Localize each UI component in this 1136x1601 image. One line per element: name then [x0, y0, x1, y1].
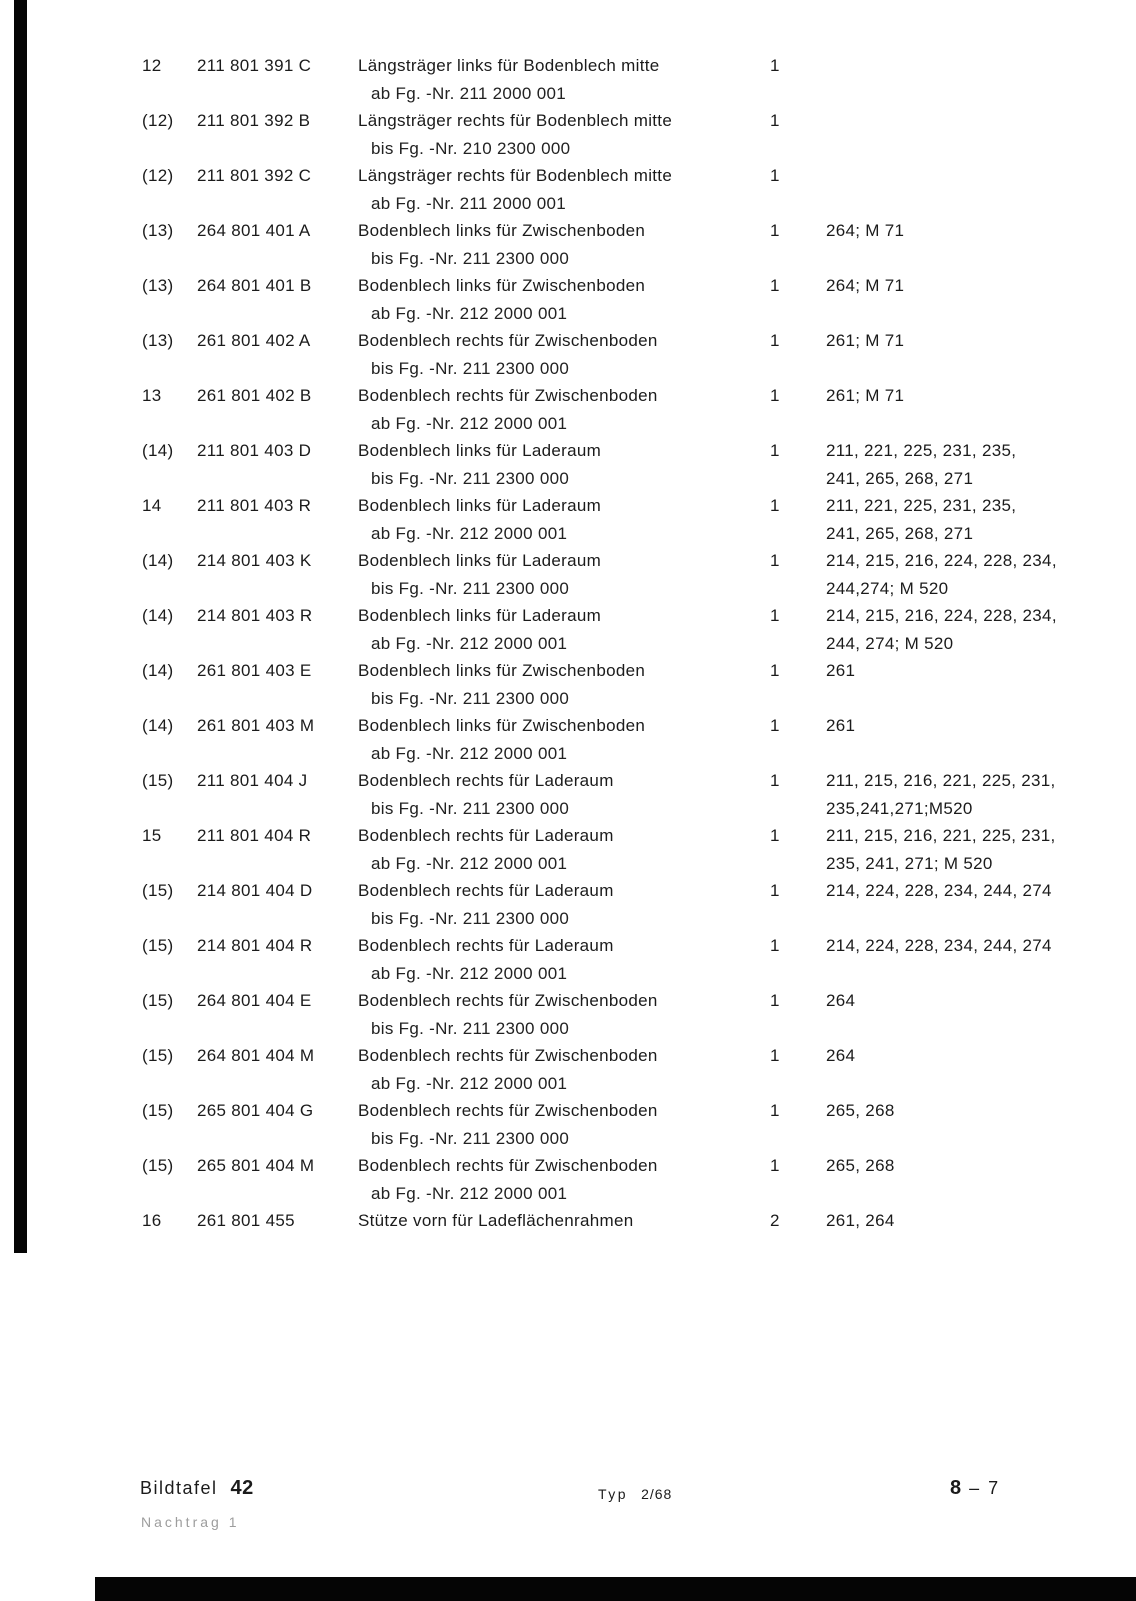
chassis-number-range: bis Fg. -Nr. 211 2300 000: [371, 688, 570, 708]
quantity-spacer: [767, 135, 826, 163]
position-number: (14): [142, 716, 174, 735]
quantity: 1: [770, 331, 780, 350]
table-row-main-line: [0, 767, 1136, 795]
table-row-sub-line: [0, 740, 1136, 768]
chassis-number-range: bis Fg. -Nr. 211 2300 000: [371, 908, 570, 928]
part-number-spacer: [197, 520, 358, 548]
quantity: 1: [770, 661, 780, 680]
table-row-main-line: [0, 107, 1136, 135]
part-number: 214 801 403 K: [197, 551, 312, 570]
position-number: (15): [142, 991, 174, 1010]
chassis-number-range: ab Fg. -Nr. 212 2000 001: [371, 523, 568, 543]
footer-plate: [140, 1477, 254, 1500]
position-number: 15: [142, 826, 162, 845]
quantity: 1: [770, 716, 780, 735]
model-codes-line2: [826, 135, 1136, 163]
model-codes-line2: [826, 190, 1136, 218]
part-number: 211 801 404 J: [197, 771, 308, 790]
position-number: 12: [142, 56, 162, 75]
model-codes-line2: [826, 1015, 1136, 1043]
position-number-spacer: [142, 575, 197, 603]
model-codes-line2: [826, 355, 1136, 383]
table-row-sub-line: [0, 795, 1136, 823]
model-codes-line2: 241, 265, 268, 271: [826, 523, 974, 543]
quantity-spacer: [767, 630, 826, 658]
model-codes: 264: [826, 991, 856, 1010]
chassis-number-range: bis Fg. -Nr. 211 2300 000: [371, 798, 570, 818]
bottom-edge-scan-bar: [95, 1577, 1136, 1601]
part-number-spacer: [197, 575, 358, 603]
position-number: (13): [142, 276, 174, 295]
table-row: [0, 987, 1136, 1042]
table-row-sub-line: [0, 1015, 1136, 1043]
chassis-number-range: bis Fg. -Nr. 210 2300 000: [371, 138, 571, 158]
position-number-spacer: [142, 1180, 197, 1208]
quantity-spacer: [767, 1125, 826, 1153]
part-description: Bodenblech rechts für Zwischenboden: [358, 1156, 658, 1175]
position-number: (14): [142, 661, 174, 680]
quantity-spacer: [767, 520, 826, 548]
position-number-spacer: [142, 465, 197, 493]
part-number-spacer: [197, 795, 358, 823]
quantity: 1: [770, 441, 780, 460]
model-codes: 261; M 71: [826, 331, 905, 350]
model-codes-line2: [826, 685, 1136, 713]
part-number: 211 801 392 C: [197, 166, 312, 185]
quantity: 1: [770, 166, 780, 185]
table-row: [0, 877, 1136, 932]
model-codes: 211, 215, 216, 221, 225, 231,: [826, 771, 1056, 790]
table-row-sub-line: [0, 1070, 1136, 1098]
footer-plate-number: 42: [230, 1477, 254, 1499]
footer-supplement: Nachtrag 1: [141, 1514, 240, 1530]
model-codes: [826, 162, 1136, 190]
model-codes: 214, 224, 228, 234, 244, 274: [826, 936, 1052, 955]
footer-type: [598, 1486, 672, 1502]
model-codes: 265, 268: [826, 1101, 895, 1120]
model-codes-line2: 235, 241, 271; M 520: [826, 853, 993, 873]
part-number-spacer: [197, 1070, 358, 1098]
table-row: [0, 492, 1136, 547]
table-row-main-line: [0, 327, 1136, 355]
chassis-number-range: ab Fg. -Nr. 212 2000 001: [371, 303, 568, 323]
part-description: Bodenblech links für Laderaum: [358, 441, 602, 460]
position-number: (15): [142, 1101, 174, 1120]
chassis-number-range: bis Fg. -Nr. 211 2300 000: [371, 358, 570, 378]
quantity: 1: [770, 221, 780, 240]
quantity-spacer: [767, 685, 826, 713]
part-number: 211 801 403 D: [197, 441, 312, 460]
chassis-number-range: ab Fg. -Nr. 212 2000 001: [371, 1183, 568, 1203]
part-description: Bodenblech rechts für Laderaum: [358, 826, 614, 845]
position-number-spacer: [142, 135, 197, 163]
quantity-spacer: [767, 1180, 826, 1208]
position-number: 16: [142, 1211, 162, 1230]
part-description: Bodenblech links für Zwischenboden: [358, 276, 646, 295]
position-number: (15): [142, 771, 174, 790]
table-row-sub-line: [0, 245, 1136, 273]
table-row: [0, 767, 1136, 822]
part-number-spacer: [197, 465, 358, 493]
position-number: (12): [142, 111, 174, 130]
part-description: Bodenblech rechts für Laderaum: [358, 936, 614, 955]
table-row-main-line: [0, 1042, 1136, 1070]
part-number-spacer: [197, 960, 358, 988]
position-number: (15): [142, 1156, 174, 1175]
table-row-sub-line: [0, 520, 1136, 548]
part-description: Bodenblech links für Zwischenboden: [358, 221, 646, 240]
model-codes: 261: [826, 661, 856, 680]
parts-table: [0, 52, 1136, 1235]
table-row-sub-line: [0, 135, 1136, 163]
model-codes-line2: [826, 300, 1136, 328]
part-number: 211 801 392 B: [197, 111, 311, 130]
table-row: [0, 437, 1136, 492]
quantity: 1: [770, 1156, 780, 1175]
position-number-spacer: [142, 245, 197, 273]
position-number-spacer: [142, 190, 197, 218]
model-codes: 264; M 71: [826, 276, 905, 295]
table-row: [0, 272, 1136, 327]
model-codes: 265, 268: [826, 1156, 895, 1175]
part-description: Bodenblech links für Zwischenboden: [358, 716, 646, 735]
position-number-spacer: [142, 355, 197, 383]
part-number: 264 801 404 E: [197, 991, 312, 1010]
part-number: 261 801 403 E: [197, 661, 312, 680]
table-row: [0, 382, 1136, 437]
table-row: [0, 1097, 1136, 1152]
table-row: [0, 602, 1136, 657]
part-number-spacer: [197, 80, 358, 108]
model-codes: 261: [826, 716, 856, 735]
part-number-spacer: [197, 300, 358, 328]
part-number: 214 801 404 D: [197, 881, 313, 900]
part-description: Stütze vorn für Ladeflächenrahmen: [358, 1211, 634, 1230]
chassis-number-range: ab Fg. -Nr. 211 2000 001: [371, 83, 566, 103]
table-row-main-line: [0, 1207, 1136, 1235]
table-row: [0, 1152, 1136, 1207]
chassis-number-range: ab Fg. -Nr. 212 2000 001: [371, 413, 568, 433]
part-number-spacer: [197, 135, 358, 163]
quantity: 1: [770, 936, 780, 955]
part-number-spacer: [197, 1180, 358, 1208]
model-codes: 214, 215, 216, 224, 228, 234,: [826, 606, 1057, 625]
table-row-sub-line: [0, 685, 1136, 713]
model-codes-line2: [826, 960, 1136, 988]
table-row-sub-line: [0, 960, 1136, 988]
quantity: 2: [770, 1211, 780, 1230]
part-description: Längsträger rechts für Bodenblech mitte: [358, 111, 673, 130]
part-description: Bodenblech rechts für Zwischenboden: [358, 991, 658, 1010]
position-number: (15): [142, 1046, 174, 1065]
model-codes-line2: [826, 1070, 1136, 1098]
chassis-number-range: bis Fg. -Nr. 211 2300 000: [371, 1128, 570, 1148]
part-number: 264 801 401 B: [197, 276, 312, 295]
part-description: Längsträger rechts für Bodenblech mitte: [358, 166, 673, 185]
table-row-main-line: [0, 822, 1136, 850]
table-row-sub-line: [0, 80, 1136, 108]
position-number: (14): [142, 551, 174, 570]
chassis-number-range: bis Fg. -Nr. 211 2300 000: [371, 578, 570, 598]
table-row-main-line: [0, 987, 1136, 1015]
table-row: [0, 932, 1136, 987]
part-number: 261 801 455: [197, 1211, 295, 1230]
part-number-spacer: [197, 410, 358, 438]
quantity-spacer: [767, 300, 826, 328]
position-number-spacer: [142, 795, 197, 823]
table-row-main-line: [0, 217, 1136, 245]
table-row: [0, 1207, 1136, 1235]
position-number: (13): [142, 221, 174, 240]
position-number-spacer: [142, 850, 197, 878]
part-description: Bodenblech links für Laderaum: [358, 606, 602, 625]
part-description: Bodenblech links für Laderaum: [358, 496, 602, 515]
footer-type-value: 2/68: [641, 1486, 673, 1502]
table-row-main-line: [0, 657, 1136, 685]
model-codes: 261; M 71: [826, 386, 905, 405]
table-row-main-line: [0, 932, 1136, 960]
part-description: Bodenblech links für Zwischenboden: [358, 661, 646, 680]
quantity-spacer: [767, 850, 826, 878]
position-number-spacer: [142, 1015, 197, 1043]
part-number-spacer: [197, 245, 358, 273]
table-row-sub-line: [0, 575, 1136, 603]
part-number: 211 801 404 R: [197, 826, 312, 845]
table-row: [0, 822, 1136, 877]
part-number-spacer: [197, 630, 358, 658]
table-row-main-line: [0, 1097, 1136, 1125]
position-number: (15): [142, 936, 174, 955]
part-number: 211 801 391 C: [197, 56, 312, 75]
part-number-spacer: [197, 685, 358, 713]
part-number: 265 801 404 M: [197, 1156, 315, 1175]
part-number: 265 801 404 G: [197, 1101, 314, 1120]
position-number-spacer: [142, 80, 197, 108]
chassis-number-range: ab Fg. -Nr. 212 2000 001: [371, 853, 568, 873]
quantity: 1: [770, 56, 780, 75]
table-row-main-line: [0, 272, 1136, 300]
model-codes: 264: [826, 1046, 856, 1065]
table-row-sub-line: [0, 355, 1136, 383]
quantity: 1: [770, 606, 780, 625]
part-description: Bodenblech links für Laderaum: [358, 551, 602, 570]
table-row: [0, 547, 1136, 602]
quantity-spacer: [767, 960, 826, 988]
footer-page-number: [950, 1477, 1000, 1500]
table-row: [0, 217, 1136, 272]
quantity: 1: [770, 826, 780, 845]
quantity-spacer: [767, 410, 826, 438]
quantity-spacer: [767, 245, 826, 273]
model-codes: 211, 221, 225, 231, 235,: [826, 496, 1017, 515]
chassis-number-range: bis Fg. -Nr. 211 2300 000: [371, 1018, 570, 1038]
part-description: Bodenblech rechts für Zwischenboden: [358, 1101, 658, 1120]
chassis-number-range: ab Fg. -Nr. 212 2000 001: [371, 1073, 568, 1093]
part-number-spacer: [197, 1015, 358, 1043]
model-codes-line2: 244,274; M 520: [826, 578, 949, 598]
part-number: 214 801 403 R: [197, 606, 313, 625]
part-description: Bodenblech rechts für Zwischenboden: [358, 331, 658, 350]
table-row-main-line: [0, 52, 1136, 80]
model-codes: 211, 215, 216, 221, 225, 231,: [826, 826, 1056, 845]
quantity: 1: [770, 386, 780, 405]
position-number-spacer: [142, 520, 197, 548]
quantity: 1: [770, 881, 780, 900]
part-description: Bodenblech rechts für Laderaum: [358, 881, 614, 900]
part-description: Bodenblech rechts für Laderaum: [358, 771, 614, 790]
quantity: 1: [770, 1101, 780, 1120]
footer-type-label: Typ: [598, 1486, 629, 1502]
part-number-spacer: [197, 190, 358, 218]
position-number-spacer: [142, 630, 197, 658]
position-number-spacer: [142, 740, 197, 768]
table-row: [0, 162, 1136, 217]
table-row-sub-line: [0, 190, 1136, 218]
table-row-sub-line: [0, 630, 1136, 658]
model-codes: 264; M 71: [826, 221, 905, 240]
position-number-spacer: [142, 685, 197, 713]
chassis-number-range: ab Fg. -Nr. 211 2000 001: [371, 193, 566, 213]
model-codes-line2: 235,241,271;M520: [826, 798, 973, 818]
model-codes-line2: [826, 905, 1136, 933]
model-codes: 261, 264: [826, 1211, 895, 1230]
quantity-spacer: [767, 80, 826, 108]
table-row: [0, 327, 1136, 382]
model-codes: 211, 221, 225, 231, 235,: [826, 441, 1017, 460]
part-number: 261 801 402 A: [197, 331, 311, 350]
model-codes-line2: [826, 740, 1136, 768]
position-number-spacer: [142, 300, 197, 328]
table-row: [0, 52, 1136, 107]
table-row-main-line: [0, 602, 1136, 630]
position-number-spacer: [142, 1125, 197, 1153]
table-row: [0, 712, 1136, 767]
table-row-sub-line: [0, 905, 1136, 933]
table-row-sub-line: [0, 1125, 1136, 1153]
part-number-spacer: [197, 850, 358, 878]
part-number: 264 801 404 M: [197, 1046, 315, 1065]
model-codes-line2: 241, 265, 268, 271: [826, 468, 974, 488]
part-description: Bodenblech rechts für Zwischenboden: [358, 1046, 658, 1065]
part-number: 261 801 402 B: [197, 386, 312, 405]
model-codes-line2: [826, 80, 1136, 108]
quantity: 1: [770, 496, 780, 515]
table-row-main-line: [0, 547, 1136, 575]
quantity-spacer: [767, 1015, 826, 1043]
position-number: (13): [142, 331, 174, 350]
position-number-spacer: [142, 905, 197, 933]
footer-plate-label: Bildtafel: [140, 1478, 218, 1498]
table-row-main-line: [0, 437, 1136, 465]
table-row-sub-line: [0, 465, 1136, 493]
model-codes-line2: 244, 274; M 520: [826, 633, 954, 653]
table-row-sub-line: [0, 1180, 1136, 1208]
table-row: [0, 107, 1136, 162]
table-row-main-line: [0, 382, 1136, 410]
model-codes-line2: [826, 1125, 1136, 1153]
position-number: 14: [142, 496, 162, 515]
quantity-spacer: [767, 355, 826, 383]
quantity-spacer: [767, 575, 826, 603]
table-row-sub-line: [0, 850, 1136, 878]
model-codes: 214, 224, 228, 234, 244, 274: [826, 881, 1052, 900]
position-number-spacer: [142, 410, 197, 438]
chassis-number-range: ab Fg. -Nr. 212 2000 001: [371, 743, 568, 763]
table-row-main-line: [0, 162, 1136, 190]
chassis-number-range: bis Fg. -Nr. 211 2300 000: [371, 468, 570, 488]
table-row-sub-line: [0, 410, 1136, 438]
model-codes-line2: [826, 245, 1136, 273]
part-number-spacer: [197, 355, 358, 383]
model-codes-line2: [826, 1180, 1136, 1208]
quantity: 1: [770, 1046, 780, 1065]
chassis-number-range: ab Fg. -Nr. 212 2000 001: [371, 963, 568, 983]
model-codes: [826, 52, 1136, 80]
part-number: 261 801 403 M: [197, 716, 315, 735]
quantity: 1: [770, 276, 780, 295]
position-number: (14): [142, 441, 174, 460]
table-row: [0, 657, 1136, 712]
position-number: (12): [142, 166, 174, 185]
quantity: 1: [770, 771, 780, 790]
quantity-spacer: [767, 190, 826, 218]
part-number-spacer: [197, 1125, 358, 1153]
table-row-main-line: [0, 877, 1136, 905]
chassis-number-range: bis Fg. -Nr. 211 2300 000: [371, 248, 570, 268]
quantity: 1: [770, 551, 780, 570]
chassis-number-range: ab Fg. -Nr. 212 2000 001: [371, 633, 568, 653]
model-codes: [826, 107, 1136, 135]
quantity-spacer: [767, 1070, 826, 1098]
table-row: [0, 1042, 1136, 1097]
position-number: 13: [142, 386, 162, 405]
table-row-main-line: [0, 492, 1136, 520]
model-codes-line2: [826, 410, 1136, 438]
quantity-spacer: [767, 740, 826, 768]
part-number-spacer: [197, 905, 358, 933]
position-number: (15): [142, 881, 174, 900]
part-description: Bodenblech rechts für Zwischenboden: [358, 386, 658, 405]
part-number-spacer: [197, 740, 358, 768]
part-number: 264 801 401 A: [197, 221, 311, 240]
quantity-spacer: [767, 465, 826, 493]
part-description: Längsträger links für Bodenblech mitte: [358, 56, 660, 75]
footer-page-group: 8: [950, 1477, 964, 1499]
table-row-sub-line: [0, 300, 1136, 328]
table-row-main-line: [0, 1152, 1136, 1180]
quantity: 1: [770, 111, 780, 130]
footer-page-rest: – 7: [969, 1478, 1001, 1498]
model-codes: 214, 215, 216, 224, 228, 234,: [826, 551, 1057, 570]
quantity: 1: [770, 991, 780, 1010]
part-number: 211 801 403 R: [197, 496, 312, 515]
table-row-main-line: [0, 712, 1136, 740]
quantity-spacer: [767, 905, 826, 933]
position-number-spacer: [142, 960, 197, 988]
position-number-spacer: [142, 1070, 197, 1098]
part-number: 214 801 404 R: [197, 936, 313, 955]
quantity-spacer: [767, 795, 826, 823]
position-number: (14): [142, 606, 174, 625]
